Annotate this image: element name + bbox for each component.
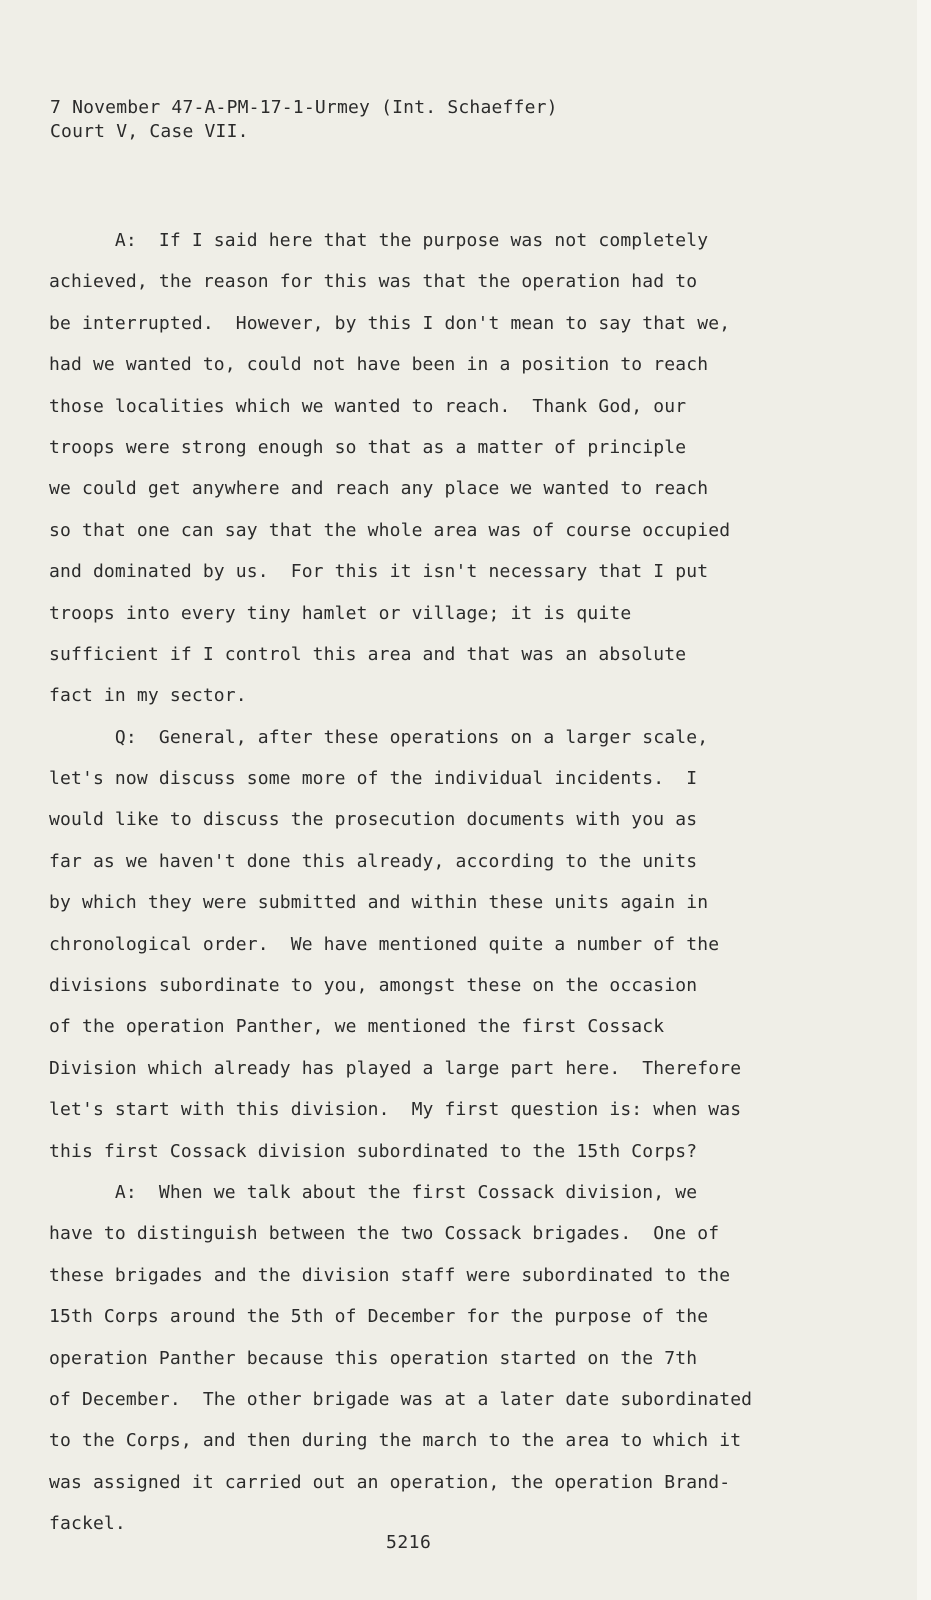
transcript-line: far as we haven't done this already, according to the units (49, 850, 698, 872)
transcript-body (49, 220, 879, 1545)
transcript-line: achieved, the reason for this was that the operation had to (49, 271, 698, 293)
transcript-line: be interrupted. However, by this I don't mean to say that we, (49, 312, 731, 334)
transcript-line: troops were strong enough so that as a matter of principle (49, 436, 687, 458)
transcript-line: had we wanted to, could not have been in a position to reach (49, 354, 709, 376)
transcript-line: let's start with this division. My first question is: when was (49, 1099, 742, 1121)
transcript-line: A: When we talk about the first Cossack division, we (49, 1181, 698, 1203)
transcript-line: and dominated by us. For this it isn't necessary that I put (49, 561, 709, 583)
header-session-line: 7 November 47-A-PM-17-1-Urmey (Int. Schaeffer) (50, 97, 558, 118)
transcript-line: so that one can say that the whole area was of course occupied (49, 519, 731, 541)
transcript-line: chronological order. We have mentioned quite a number of the (49, 933, 720, 955)
transcript-line: we could get anywhere and reach any place we wanted to reach (49, 478, 709, 500)
transcript-line: 15th Corps around the 5th of December for the purpose of the (49, 1306, 709, 1328)
transcript-line: divisions subordinate to you, amongst these on the occasion (49, 975, 698, 997)
transcript-line: would like to discuss the prosecution documents with you as (49, 809, 698, 831)
transcript-line: let's now discuss some more of the individual incidents. I (49, 768, 698, 790)
transcript-line: sufficient if I control this area and that was an absolute (49, 643, 687, 665)
transcript-line: was assigned it carried out an operation, the operation Brand- (49, 1471, 731, 1493)
transcript-line: of the operation Panther, we mentioned the first Cossack (49, 1016, 665, 1038)
transcript-line: have to distinguish between the two Cossack brigades. One of (49, 1223, 720, 1245)
transcript-line: operation Panther because this operation started on the 7th (49, 1347, 698, 1369)
transcript-line: Division which already has played a large part here. Therefore (49, 1057, 742, 1079)
transcript-line: this first Cossack division subordinated to the 15th Corps? (49, 1140, 698, 1162)
transcript-line: fact in my sector. (49, 685, 247, 707)
transcript-line: fackel. (49, 1513, 126, 1535)
transcript-line: these brigades and the division staff were subordinated to the (49, 1264, 731, 1286)
transcript-line: to the Corps, and then during the march to the area to which it (49, 1430, 742, 1452)
transcript-line: troops into every tiny hamlet or village; it is quite (49, 602, 632, 624)
transcript-line: of December. The other brigade was at a later date subordinated (49, 1388, 753, 1410)
transcript-line: by which they were submitted and within these units again in (49, 892, 709, 914)
transcript-line: Q: General, after these operations on a larger scale, (49, 726, 709, 748)
document-header (50, 96, 558, 144)
transcript-line: A: If I said here that the purpose was not completely (49, 230, 709, 251)
page-number: 5216 (386, 1532, 432, 1553)
transcript-line: those localities which we wanted to reach. Thank God, our (49, 395, 687, 417)
header-court-line: Court V, Case VII. (50, 121, 249, 142)
